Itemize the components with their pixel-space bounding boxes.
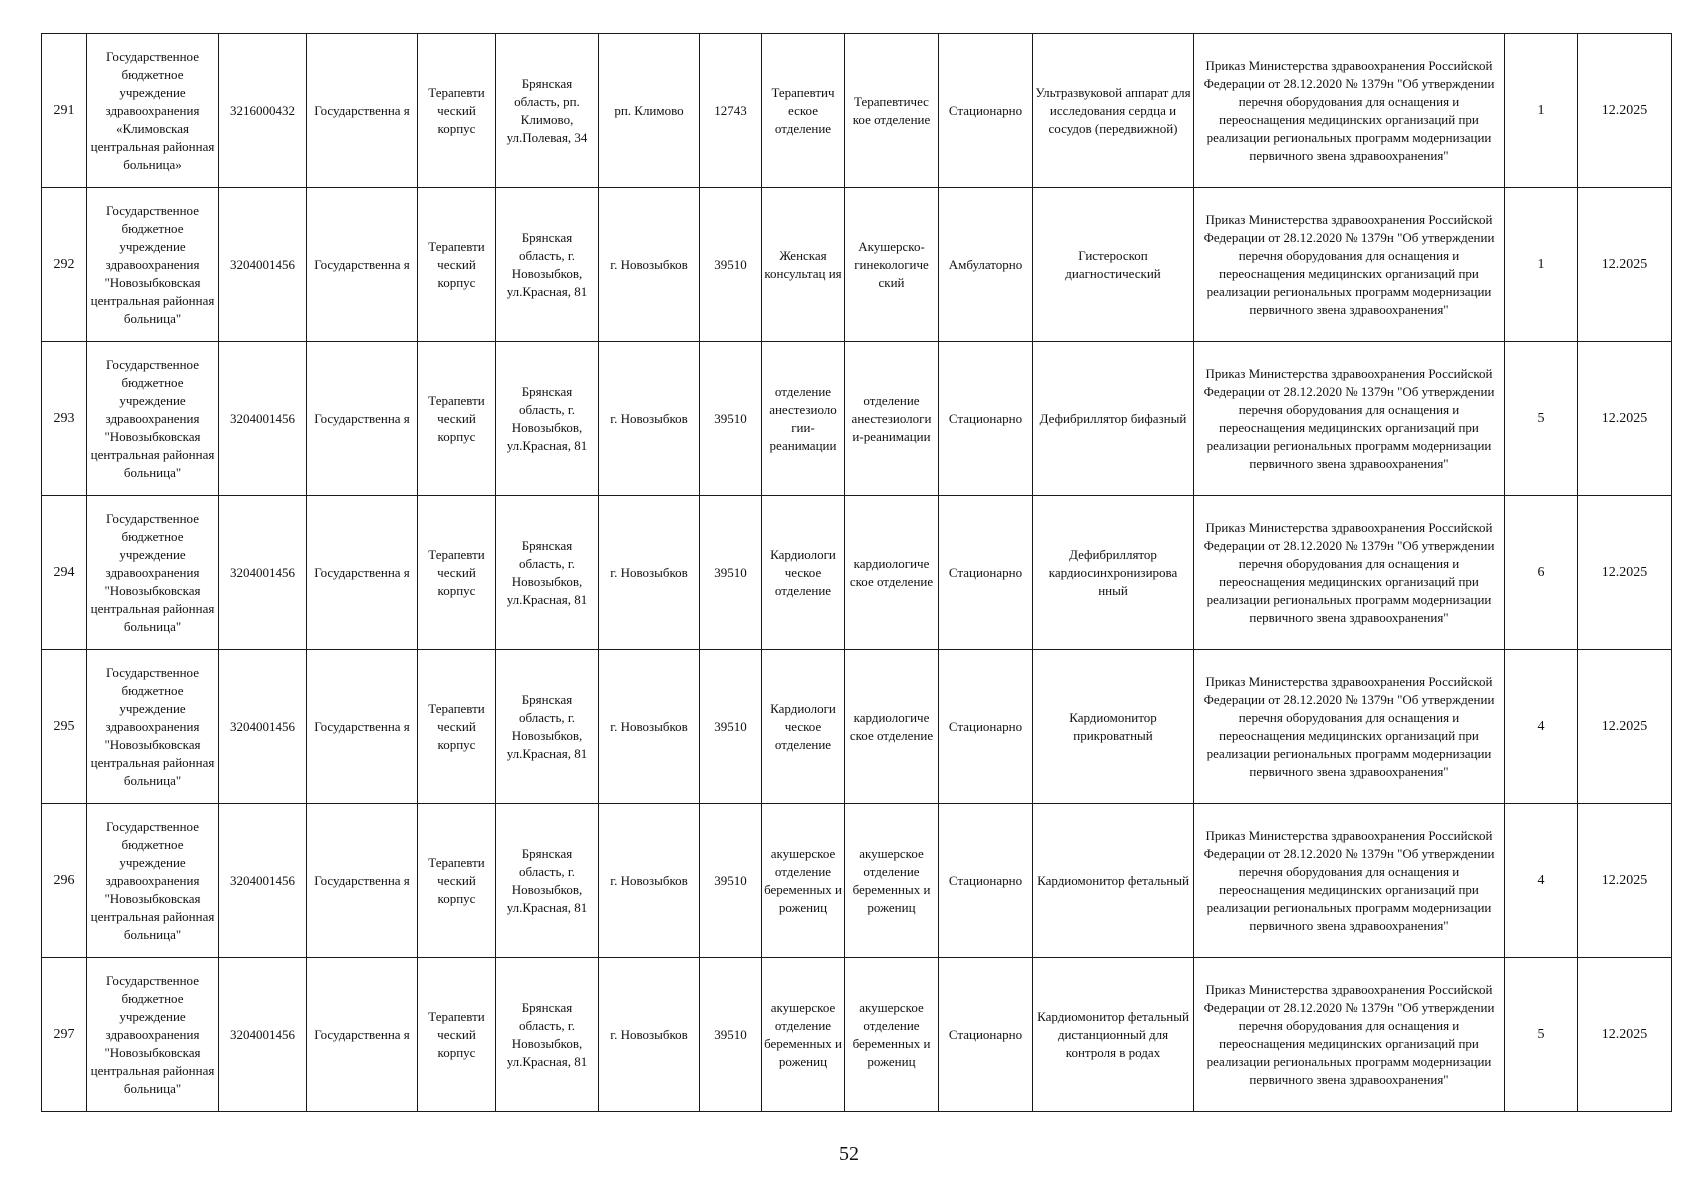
row-number: 294 <box>42 496 87 650</box>
care-form: Стационарно <box>939 34 1033 188</box>
legal-basis: Приказ Министерства здравоохранения Российской Федерации от 28.12.2020 № 1379н "Об утверждении перечня оборудования для оснащения и переоснащения медицинских организаций при реализации региональных программ модернизации первичного звена здравоохранения" <box>1194 188 1505 342</box>
organization-name: Государственное бюджетное учреждение здравоохранения "Новозыбковская центральная районная больница" <box>87 958 219 1112</box>
row-number: 291 <box>42 34 87 188</box>
ownership-form: Государственна я <box>307 804 418 958</box>
building: Терапевти ческий корпус <box>418 34 496 188</box>
locality-code: 39510 <box>700 958 762 1112</box>
address: Брянская область, г. Новозыбков, ул.Красная, 81 <box>496 188 599 342</box>
inn: 3204001456 <box>219 496 307 650</box>
equipment-name: Дефибриллятор бифазный <box>1033 342 1194 496</box>
department: Кардиологи ческое отделение <box>762 496 845 650</box>
ownership-form: Государственна я <box>307 496 418 650</box>
building: Терапевти ческий корпус <box>418 342 496 496</box>
building: Терапевти ческий корпус <box>418 650 496 804</box>
quantity: 4 <box>1505 650 1578 804</box>
table-row <box>42 496 1672 650</box>
address: Брянская область, г. Новозыбков, ул.Красная, 81 <box>496 342 599 496</box>
quantity: 6 <box>1505 496 1578 650</box>
care-form: Стационарно <box>939 958 1033 1112</box>
inn: 3204001456 <box>219 804 307 958</box>
table-row <box>42 804 1672 958</box>
locality-code: 39510 <box>700 804 762 958</box>
ownership-form: Государственна я <box>307 342 418 496</box>
legal-basis: Приказ Министерства здравоохранения Российской Федерации от 28.12.2020 № 1379н "Об утверждении перечня оборудования для оснащения и переоснащения медицинских организаций при реализации региональных программ модернизации первичного звена здравоохранения" <box>1194 496 1505 650</box>
equipment-table <box>41 33 1672 1112</box>
quantity: 5 <box>1505 958 1578 1112</box>
legal-basis: Приказ Министерства здравоохранения Российской Федерации от 28.12.2020 № 1379н "Об утверждении перечня оборудования для оснащения и переоснащения медицинских организаций при реализации региональных программ модернизации первичного звена здравоохранения" <box>1194 804 1505 958</box>
inn: 3216000432 <box>219 34 307 188</box>
locality: г. Новозыбков <box>599 958 700 1112</box>
legal-basis: Приказ Министерства здравоохранения Российской Федерации от 28.12.2020 № 1379н "Об утверждении перечня оборудования для оснащения и переоснащения медицинских организаций при реализации региональных программ модернизации первичного звена здравоохранения" <box>1194 34 1505 188</box>
care-form: Амбулаторно <box>939 188 1033 342</box>
delivery-date: 12.2025 <box>1578 650 1672 804</box>
inn: 3204001456 <box>219 958 307 1112</box>
ownership-form: Государственна я <box>307 188 418 342</box>
delivery-date: 12.2025 <box>1578 958 1672 1112</box>
equipment-name: Ультразвуковой аппарат для исследования сердца и сосудов (передвижной) <box>1033 34 1194 188</box>
building: Терапевти ческий корпус <box>418 958 496 1112</box>
delivery-date: 12.2025 <box>1578 496 1672 650</box>
quantity: 1 <box>1505 34 1578 188</box>
care-form: Стационарно <box>939 496 1033 650</box>
equipment-name: Кардиомонитор прикроватный <box>1033 650 1194 804</box>
equipment-name: Гистероскоп диагностический <box>1033 188 1194 342</box>
delivery-date: 12.2025 <box>1578 34 1672 188</box>
department: акушерское отделение беременных и рожениц <box>762 804 845 958</box>
department-profile: акушерское отделение беременных и рожениц <box>845 958 939 1112</box>
organization-name: Государственное бюджетное учреждение здравоохранения "Новозыбковская центральная районная больница" <box>87 496 219 650</box>
equipment-name: Кардиомонитор фетальный <box>1033 804 1194 958</box>
locality: г. Новозыбков <box>599 804 700 958</box>
inn: 3204001456 <box>219 188 307 342</box>
department: Терапевтич еское отделение <box>762 34 845 188</box>
locality-code: 39510 <box>700 650 762 804</box>
table-row <box>42 342 1672 496</box>
ownership-form: Государственна я <box>307 34 418 188</box>
quantity: 1 <box>1505 188 1578 342</box>
ownership-form: Государственна я <box>307 958 418 1112</box>
department-profile: кардиологиче ское отделение <box>845 496 939 650</box>
building: Терапевти ческий корпус <box>418 188 496 342</box>
locality-code: 39510 <box>700 188 762 342</box>
row-number: 296 <box>42 804 87 958</box>
department-profile: Терапевтичес кое отделение <box>845 34 939 188</box>
care-form: Стационарно <box>939 342 1033 496</box>
equipment-name: Дефибриллятор кардиосинхронизирова нный <box>1033 496 1194 650</box>
table-row <box>42 34 1672 188</box>
delivery-date: 12.2025 <box>1578 188 1672 342</box>
row-number: 293 <box>42 342 87 496</box>
organization-name: Государственное бюджетное учреждение здравоохранения "Новозыбковская центральная районная больница" <box>87 804 219 958</box>
locality-code: 12743 <box>700 34 762 188</box>
locality: г. Новозыбков <box>599 650 700 804</box>
building: Терапевти ческий корпус <box>418 804 496 958</box>
row-number: 292 <box>42 188 87 342</box>
row-number: 297 <box>42 958 87 1112</box>
delivery-date: 12.2025 <box>1578 342 1672 496</box>
care-form: Стационарно <box>939 804 1033 958</box>
department-profile: акушерское отделение беременных и рожениц <box>845 804 939 958</box>
department: акушерское отделение беременных и рожениц <box>762 958 845 1112</box>
organization-name: Государственное бюджетное учреждение здравоохранения «Климовская центральная районная больница» <box>87 34 219 188</box>
department-profile: кардиологиче ское отделение <box>845 650 939 804</box>
locality: г. Новозыбков <box>599 342 700 496</box>
address: Брянская область, г. Новозыбков, ул.Красная, 81 <box>496 496 599 650</box>
legal-basis: Приказ Министерства здравоохранения Российской Федерации от 28.12.2020 № 1379н "Об утверждении перечня оборудования для оснащения и переоснащения медицинских организаций при реализации региональных программ модернизации первичного звена здравоохранения" <box>1194 342 1505 496</box>
quantity: 4 <box>1505 804 1578 958</box>
department: отделение анестезиоло гии-реанимации <box>762 342 845 496</box>
department: Кардиологи ческое отделение <box>762 650 845 804</box>
address: Брянская область, г. Новозыбков, ул.Красная, 81 <box>496 650 599 804</box>
inn: 3204001456 <box>219 342 307 496</box>
equipment-name: Кардиомонитор фетальный дистанционный для контроля в родах <box>1033 958 1194 1112</box>
building: Терапевти ческий корпус <box>418 496 496 650</box>
quantity: 5 <box>1505 342 1578 496</box>
address: Брянская область, г. Новозыбков, ул.Красная, 81 <box>496 958 599 1112</box>
locality: г. Новозыбков <box>599 496 700 650</box>
legal-basis: Приказ Министерства здравоохранения Российской Федерации от 28.12.2020 № 1379н "Об утверждении перечня оборудования для оснащения и переоснащения медицинских организаций при реализации региональных программ модернизации первичного звена здравоохранения" <box>1194 650 1505 804</box>
department-profile: Акушерско-гинекологиче ский <box>845 188 939 342</box>
organization-name: Государственное бюджетное учреждение здравоохранения "Новозыбковская центральная районная больница" <box>87 650 219 804</box>
organization-name: Государственное бюджетное учреждение здравоохранения "Новозыбковская центральная районная больница" <box>87 188 219 342</box>
legal-basis: Приказ Министерства здравоохранения Российской Федерации от 28.12.2020 № 1379н "Об утверждении перечня оборудования для оснащения и переоснащения медицинских организаций при реализации региональных программ модернизации первичного звена здравоохранения" <box>1194 958 1505 1112</box>
locality-code: 39510 <box>700 496 762 650</box>
department-profile: отделение анестезиологи и-реанимации <box>845 342 939 496</box>
row-number: 295 <box>42 650 87 804</box>
department: Женская консультац ия <box>762 188 845 342</box>
address: Брянская область, г. Новозыбков, ул.Красная, 81 <box>496 804 599 958</box>
table-row <box>42 188 1672 342</box>
care-form: Стационарно <box>939 650 1033 804</box>
page-number: 52 <box>839 1143 859 1165</box>
address: Брянская область, рп. Климово, ул.Полевая, 34 <box>496 34 599 188</box>
locality: рп. Климово <box>599 34 700 188</box>
table-row <box>42 650 1672 804</box>
locality-code: 39510 <box>700 342 762 496</box>
delivery-date: 12.2025 <box>1578 804 1672 958</box>
organization-name: Государственное бюджетное учреждение здравоохранения "Новозыбковская центральная районная больница" <box>87 342 219 496</box>
table-row <box>42 958 1672 1112</box>
locality: г. Новозыбков <box>599 188 700 342</box>
ownership-form: Государственна я <box>307 650 418 804</box>
inn: 3204001456 <box>219 650 307 804</box>
